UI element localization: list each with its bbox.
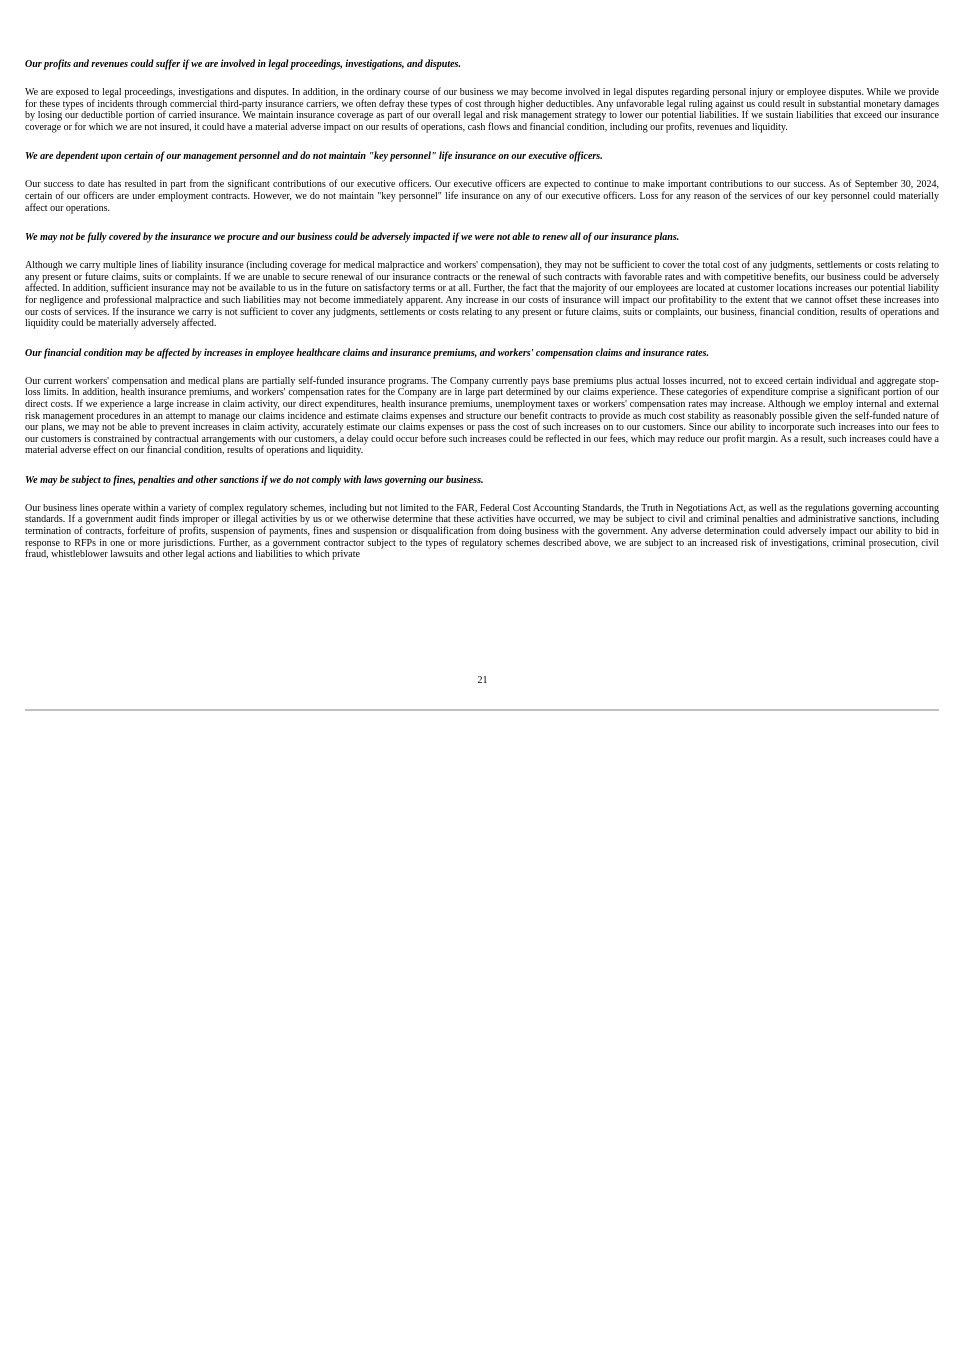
section-legal-proceedings bbox=[25, 58, 939, 133]
section-fines-penalties bbox=[25, 474, 939, 561]
section-heading: We may not be fully covered by the insurance we procure and our business could be adversely impacted if we were not able to renew all of our insurance plans. bbox=[25, 232, 680, 244]
section-body: Our success to date has resulted in part from the significant contributions of our executive officers. Our executive officers are expected to continue to make important contributions to our success. As of September 30, 2024, certain of our officers are under employment contracts. However, we do not maintain "key personnel" life insurance on any of our executive officers. Loss for any reason of the services of our key personnel could materially affect our operations. bbox=[25, 179, 939, 214]
page-number: 21 bbox=[477, 675, 488, 686]
section-heading: We are dependent upon certain of our management personnel and do not maintain "key personnel" life insurance on our executive officers. bbox=[25, 151, 603, 163]
section-body: Our current workers' compensation and medical plans are partially self-funded insurance programs. The Company currently pays base premiums plus actual losses incurred, not to exceed certain individual and aggregate stop-loss limits. In addition, health insurance premiums, and workers' compensation rates for the Company are in large part determined by our claims experience. These categories of expenditure comprise a significant portion of our direct costs. If we experience a large increase in claim activity, our direct expenditures, health insurance premiums, unemployment taxes or workers' compensation rates may increase. Although we employ internal and external risk management procedures in an attempt to manage our claims incidence and estimate claims expenses and structure our benefit contracts to provide as much cost stability as reasonably possible given the self-funded nature of our plans, we may not be able to prevent increases in claim activity, accurately estimate our claims expenses or pass the cost of such increases on to our customers. Since our ability to incorporate such increases into our fees to our customers is constrained by contractual arrangements with our customers, a delay could occur before such increases could be reflected in our fees, which may reduce our profit margin. As a result, such increases could have a material adverse effect on our financial condition, results of operations and liquidity. bbox=[25, 375, 939, 457]
section-insurance-coverage bbox=[25, 231, 939, 330]
section-key-personnel bbox=[25, 150, 939, 214]
document-page bbox=[25, 58, 939, 578]
section-body: Although we carry multiple lines of liability insurance (including coverage for medical malpractice and workers' compensation), they may not be sufficient to cover the total cost of any judgments, settlements or costs relating to any present or future claims, suits or complaints. If we are unable to secure renewal of our insurance contracts or the renewal of such contracts with favorable rates and with competitive benefits, our business could be adversely affected. In addition, sufficient insurance may not be available to us in the future on satisfactory terms or at all. Further, the fact that the majority of our employees are located at customer locations increases our potential liability for negligence and professional malpractice and such liabilities may not become immediately apparent. Any increase in our costs of insurance will impact our profitability to the extent that we cannot offset these increases into our costs of services. If the insurance we carry is not sufficient to cover any judgments, settlements or costs relating to any present or future claims, suits or complaints, our business, financial condition, results of operations and liquidity could be materially adversely affected. bbox=[25, 260, 939, 330]
section-body: Our business lines operate within a variety of complex regulatory schemes, including but not limited to the FAR, Federal Cost Accounting Standards, the Truth in Negotiations Act, as well as the regulations governing accounting standards. If a government audit finds improper or illegal activities by us or we otherwise determine that these activities have occurred, we may be subject to civil and criminal penalties and administrative sanctions, including termination of contracts, forfeiture of profits, suspension of payments, fines and suspension or disqualification from doing business with the government. Any adverse determination could adversely impact our ability to bid in response to RFPs in one or more jurisdictions. Further, as a government contractor subject to the types of regulatory schemes described above, we are subject to an increased risk of investigations, criminal prosecution, civil fraud, whistleblower lawsuits and other legal actions and liabilities to which private bbox=[25, 502, 939, 561]
section-heading: Our profits and revenues could suffer if we are involved in legal proceedings, investigations, and disputes. bbox=[25, 59, 461, 70]
section-body: We are exposed to legal proceedings, investigations and disputes. In addition, in the ordinary course of our business we may become involved in legal disputes regarding personal injury or employee disputes. While we provide for these types of incidents through commercial third-party insurance carriers, we often defray these types of cost through higher deductibles. Any unfavorable legal ruling against us could result in substantial monetary damages by losing our deductible portion of carried insurance. We maintain insurance coverage as part of our overall legal and risk management strategy to lower our potential liabilities. If we sustain liabilities that exceed our insurance coverage or for which we are not insured, it could have a material adverse impact on our results of operations, cash flows and financial condition, including our profits, revenues and liquidity. bbox=[25, 87, 939, 133]
section-heading: We may be subject to fines, penalties and other sanctions if we do not comply with laws governing our business. bbox=[25, 474, 484, 486]
page-divider bbox=[25, 709, 939, 711]
section-heading: Our financial condition may be affected by increases in employee healthcare claims and insurance premiums, and workers' compensation claims and insurance rates. bbox=[25, 347, 709, 359]
section-healthcare-claims bbox=[25, 347, 939, 457]
